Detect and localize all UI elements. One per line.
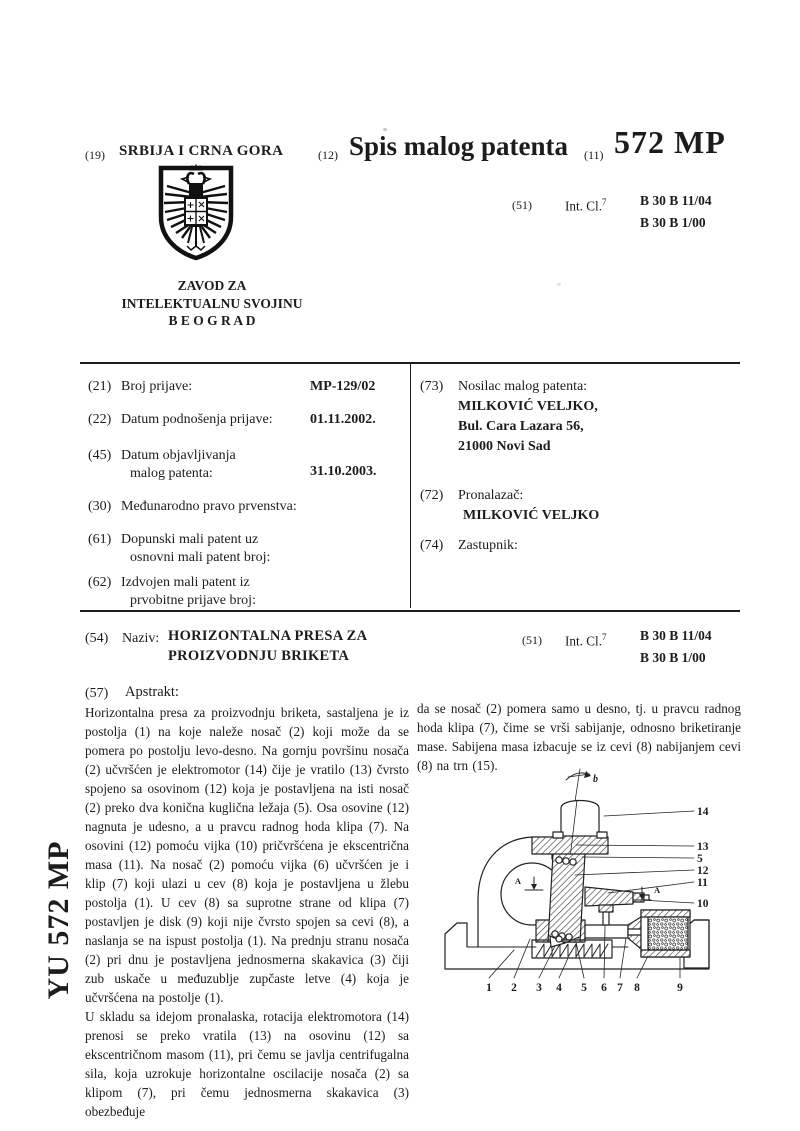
biblio-row-30-label: Međunarodno pravo prvenstva: bbox=[121, 499, 297, 514]
biblio-row-21-label: Broj prijave: bbox=[121, 379, 193, 394]
patent-holder-name: MILKOVIĆ VELJKO, bbox=[458, 399, 598, 414]
biblio-table-divider bbox=[410, 362, 411, 608]
figure-label-1: 1 bbox=[486, 982, 492, 994]
figure-label-14: 14 bbox=[697, 806, 709, 818]
piston-rod bbox=[585, 925, 628, 938]
classification-mid-label: Int. Cl.$^7$ bbox=[565, 632, 607, 649]
classification-top-class1: B 30 B 11/04 bbox=[640, 193, 712, 208]
biblio-row-45-label2: malog patenta: bbox=[130, 466, 213, 481]
base-left-step bbox=[445, 923, 467, 947]
inid-19: (19) bbox=[85, 148, 105, 162]
classification-mid-class2: B 30 B 1/00 bbox=[640, 650, 706, 665]
classification-top-class2: B 30 B 1/00 bbox=[640, 215, 706, 230]
biblio-row-62-code: (62) bbox=[88, 575, 112, 590]
biblio-row-61-label: Dopunski mali patent uz bbox=[121, 532, 259, 547]
biblio-row-21: (21) bbox=[88, 379, 112, 394]
classification-top-inid: (51) bbox=[512, 198, 532, 212]
coat-of-arms bbox=[152, 163, 240, 268]
shaft-column bbox=[548, 854, 585, 942]
inid-54: (54) bbox=[85, 631, 109, 646]
inid-57: (57) bbox=[85, 686, 109, 701]
figure-label-3: 3 bbox=[536, 982, 542, 994]
patent-holder-street: Bul. Cara Lazara 56, bbox=[458, 419, 584, 434]
press-drawing bbox=[432, 766, 742, 1008]
figure-label-5-bottom: 5 bbox=[581, 982, 587, 994]
figure-label-8: 8 bbox=[634, 982, 640, 994]
figure-label-6: 6 bbox=[601, 982, 607, 994]
inid-12: (12) bbox=[318, 148, 338, 162]
eccentric-mass-arm bbox=[585, 887, 633, 906]
biblio-row-45-code: (45) bbox=[88, 448, 112, 463]
document-type-title: Spis malog patenta bbox=[349, 131, 569, 161]
invention-title-line1: HORIZONTALNA PRESA ZA bbox=[168, 628, 368, 644]
classification-mid-inid: (51) bbox=[522, 633, 542, 647]
abstract-right-column: da se nosač (2) pomera samo u desno, tj. u pravcu radnog hoda klipa (7), čime se vrši sabijanje, odnosno briketiranje mase. Sabijena masa izbacuje se iz cevi (8) nabijanjem cevi (8) na trn (15). bbox=[417, 701, 741, 773]
figure-label-5-right: 5 bbox=[697, 853, 703, 865]
biblio-row-45-value: 31.10.2003. bbox=[310, 464, 377, 479]
biblio-row-72-code: (72) bbox=[420, 488, 444, 503]
office-line2: INTELEKTUALNU SVOJINU bbox=[121, 295, 303, 311]
rack-teeth bbox=[536, 944, 608, 957]
abstract-paragraph-1: Horizontalna presa za proizvodnju briketa, sastaljena je iz postolja (1) na koje naleže nosač (2) koji može da se pomera po postolju levo-desno. Na gornju površinu nosača (2) učvršćen je elektromotor (14) čije je vratilo (13) čvrsto spojeno sa osovinom (12) koja je postavljena na isti nosač (2) preko dva konična kuglična ležaja (5). Osa osovine (12) nagnuta je udesno, a u pravcu radnog hoda klipa (7). Na osovini (12) pomoću vijka (10) pričvršćena je ekscentrična masa (11). Na nosač (2) pomoću vijka (6) učvršćen je i klip (7) koji ulazi u cev (8) koja je postavljena u žlebu postolja (1). U cev (8) sa suprotne strane od klipa (7) postavljen je disk (9) koji nije čvrsto spojen sa cevi (8), a naslanja se na ispust postolja (1). Na prednju stranu nosača (2) pri dnu je postavljena jednosmerna skakavica (3) čiji zub uskače u međuzublje zupčaste letve (4) koja je učvršćena na postolje (1). bbox=[85, 705, 409, 1005]
inventor-name: MILKOVIĆ VELJKO bbox=[463, 508, 600, 523]
figure-label-12: 12 bbox=[697, 865, 709, 877]
figure-label-7: 7 bbox=[617, 982, 623, 994]
figure-label-13: 13 bbox=[697, 841, 709, 853]
biblio-row-45-label: Datum objavljivanja bbox=[121, 448, 236, 463]
biblio-row-73-code: (73) bbox=[420, 379, 444, 394]
figure-label-10: 10 bbox=[697, 898, 709, 910]
scan-speckle bbox=[383, 128, 387, 131]
biblio-row-30-code: (30) bbox=[88, 499, 112, 514]
biblio-row-22-code: (22) bbox=[88, 412, 112, 427]
figure-label-a-left: A bbox=[514, 876, 521, 886]
bolt-6-head bbox=[599, 905, 613, 912]
classification-mid-class1: B 30 B 11/04 bbox=[640, 628, 712, 643]
sidebar-doc-number: YU 572 MP bbox=[42, 840, 75, 1000]
electric-motor bbox=[561, 801, 599, 837]
biblio-row-62-label: Izdvojen mali patent iz bbox=[121, 575, 250, 590]
figure-label-2: 2 bbox=[511, 982, 517, 994]
figure-label-b: b bbox=[593, 774, 598, 785]
biblio-row-61-code: (61) bbox=[88, 532, 112, 547]
office-line3: B E O G R A D bbox=[168, 313, 256, 328]
abstract-heading: Apstrakt: bbox=[125, 684, 179, 700]
patent-holder-city: 21000 Novi Sad bbox=[458, 439, 551, 454]
classification-top-label: Int. Cl.$^7$ bbox=[565, 197, 607, 214]
biblio-row-74-code: (74) bbox=[420, 538, 444, 553]
country-name: SRBIJA I CRNA GORA bbox=[119, 143, 284, 159]
inid-11: (11) bbox=[584, 148, 604, 162]
biblio-row-74-label: Zastupnik: bbox=[458, 538, 518, 553]
bolt-6-stem bbox=[603, 911, 609, 925]
document-number: 572 MP bbox=[614, 124, 726, 160]
abstract-paragraph-2: U skladu sa idejom pronalaska, rotacija elektromotora (14) prenosi se preko vratila (13) na osovinu (12) sa ekscentričnom masom (11), pri čemu se javlja centrifugalna sila, koja uzrokuje horizontalne oscilacije nosača (2) sa klipom (7), pri čemu jednosmerna skakavica (3) obezbeđuje bbox=[85, 1009, 409, 1119]
figure-label-4: 4 bbox=[556, 982, 562, 994]
figure-label-11: 11 bbox=[697, 877, 708, 889]
patent-figure bbox=[432, 766, 742, 1013]
office-block bbox=[92, 277, 332, 330]
office-line1: ZAVOD ZA bbox=[177, 278, 247, 293]
briquette-mass bbox=[648, 917, 688, 950]
double-eagle-emblem-icon bbox=[152, 163, 240, 263]
biblio-row-61-label2: osnovni mali patent broj: bbox=[130, 550, 271, 565]
figure-label-9: 9 bbox=[677, 982, 683, 994]
biblio-row-22-value: 01.11.2002. bbox=[310, 412, 376, 427]
scan-speckle bbox=[557, 283, 561, 286]
biblio-row-22-label: Datum podnošenja prijave: bbox=[121, 412, 273, 427]
invention-title-line2: PROIZVODNJU BRIKETA bbox=[168, 648, 350, 664]
biblio-row-73-label: Nosilac malog patenta: bbox=[458, 379, 588, 394]
biblio-row-62-label2: prvobitne prijave broj: bbox=[130, 593, 256, 608]
figure-label-a-right: A bbox=[654, 885, 661, 895]
title-label: Naziv: bbox=[122, 631, 160, 646]
biblio-row-21-value: MP-129/02 bbox=[310, 379, 376, 394]
abstract-left-column bbox=[85, 703, 409, 1121]
biblio-row-72-label: Pronalazač: bbox=[458, 488, 524, 503]
